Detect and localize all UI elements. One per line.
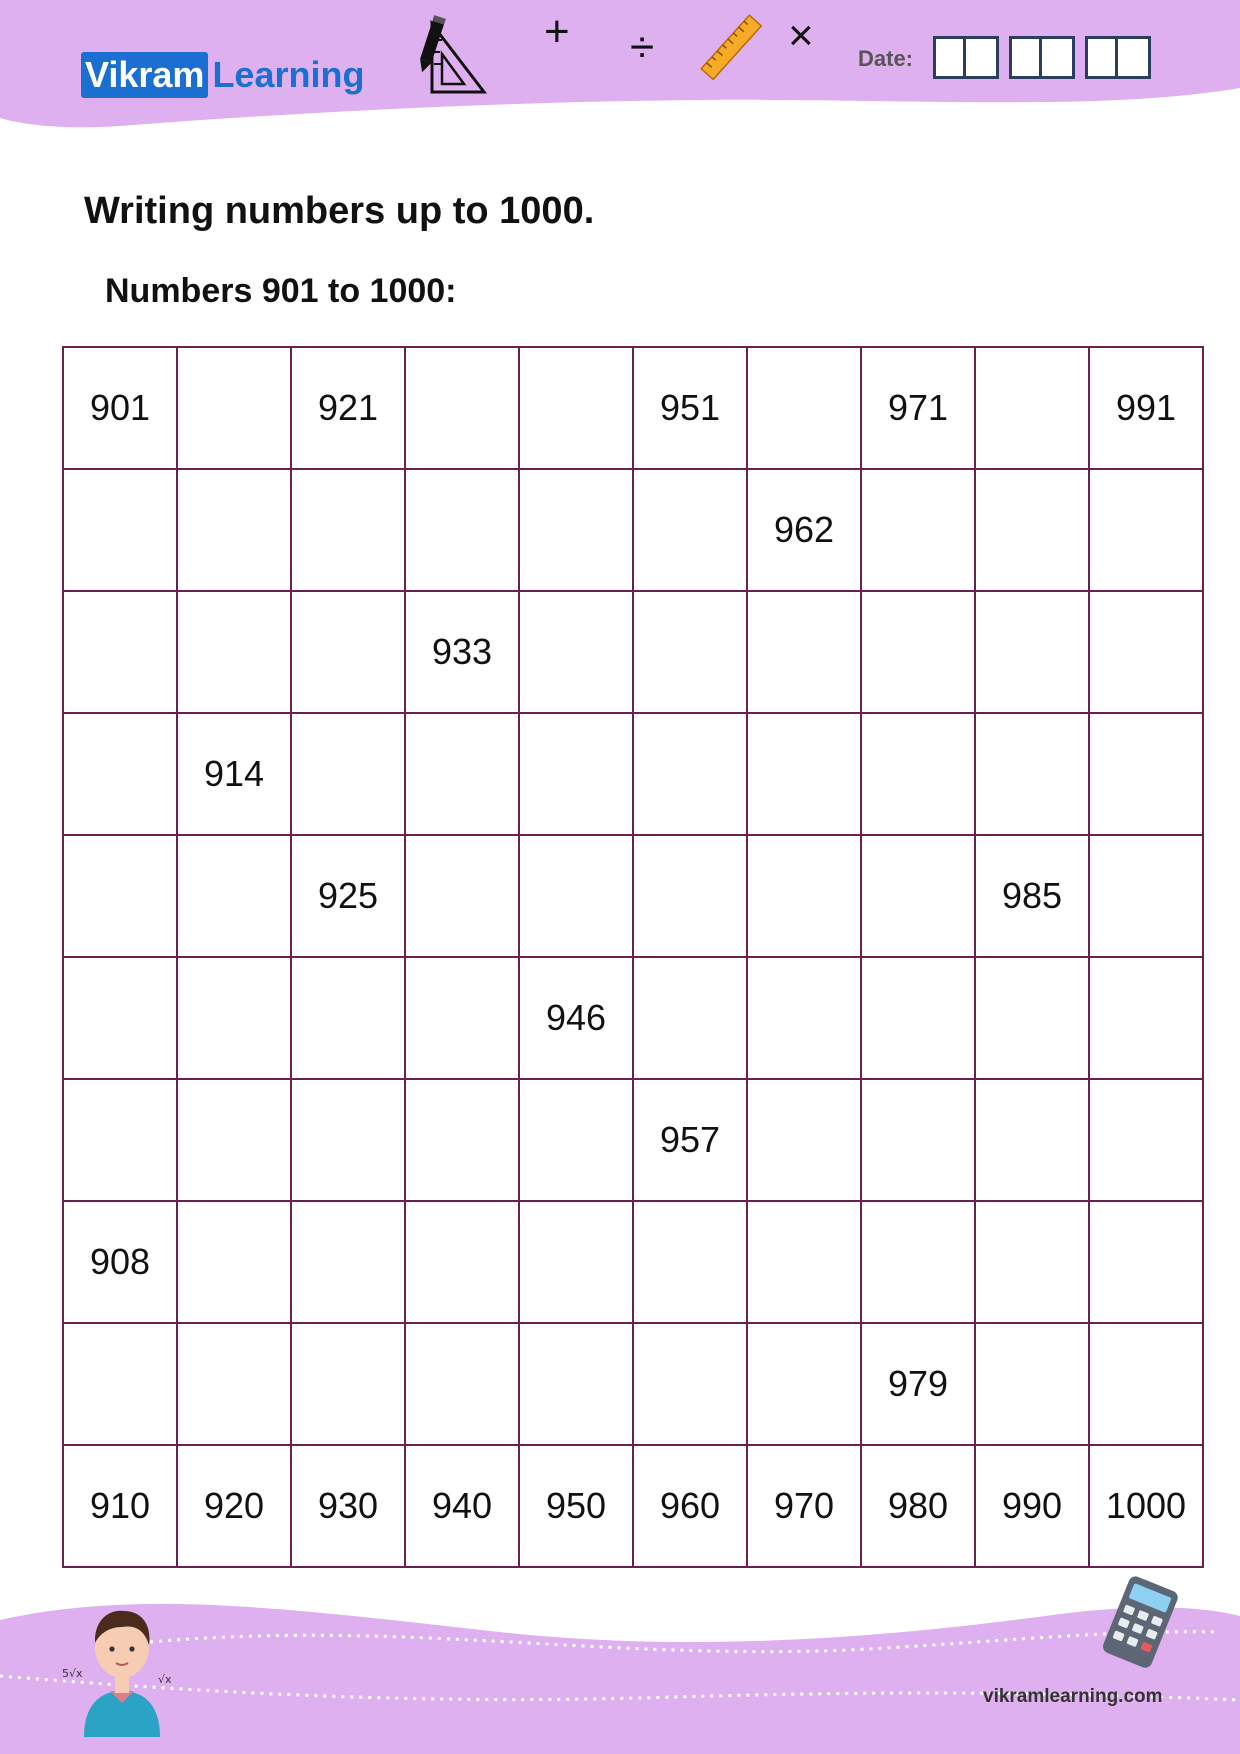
grid-cell: 970 [747,1445,861,1567]
grid-cell[interactable] [519,1323,633,1445]
grid-cell[interactable] [63,957,177,1079]
grid-cell: 914 [177,713,291,835]
grid-cell[interactable] [177,1079,291,1201]
grid-cell[interactable] [405,1079,519,1201]
grid-cell[interactable] [177,469,291,591]
grid-cell: 933 [405,591,519,713]
grid-cell: 908 [63,1201,177,1323]
date-boxes [933,36,1151,79]
grid-cell[interactable] [291,469,405,591]
grid-cell: 925 [291,835,405,957]
grid-cell: 920 [177,1445,291,1567]
grid-cell: 901 [63,347,177,469]
grid-row [63,347,1203,469]
grid-cell: 962 [747,469,861,591]
grid-cell[interactable] [519,469,633,591]
divide-symbol: ÷ [630,23,655,72]
grid-cell[interactable] [1089,1079,1203,1201]
grid-row [63,469,1203,591]
grid-cell[interactable] [519,713,633,835]
grid-cell[interactable] [519,1201,633,1323]
date-box[interactable] [1009,36,1042,79]
grid-cell[interactable] [291,957,405,1079]
grid-cell[interactable] [63,591,177,713]
grid-cell[interactable] [975,1079,1089,1201]
grid-cell: 985 [975,835,1089,957]
grid-cell[interactable] [1089,591,1203,713]
grid-cell[interactable] [63,469,177,591]
grid-cell[interactable] [747,957,861,1079]
grid-cell[interactable] [63,1323,177,1445]
grid-cell[interactable] [633,1323,747,1445]
multiply-symbol: × [788,11,814,60]
grid-row [63,1445,1203,1567]
grid-cell[interactable] [975,1323,1089,1445]
grid-cell[interactable] [975,469,1089,591]
grid-cell[interactable] [633,469,747,591]
grid-cell[interactable] [633,835,747,957]
logo-primary: Vikram [81,52,208,98]
grid-cell: 910 [63,1445,177,1567]
grid-cell[interactable] [63,713,177,835]
grid-row [63,591,1203,713]
grid-cell[interactable] [747,835,861,957]
grid-cell[interactable] [747,1079,861,1201]
svg-text:√x: √x [158,1673,172,1686]
grid-cell[interactable] [291,1201,405,1323]
set-square-icon [426,20,488,96]
grid-cell[interactable] [747,591,861,713]
grid-cell[interactable] [1089,957,1203,1079]
grid-cell[interactable] [975,1201,1089,1323]
grid-cell[interactable] [405,713,519,835]
grid-cell[interactable] [747,1201,861,1323]
grid-cell[interactable] [861,957,975,1079]
grid-cell[interactable] [975,957,1089,1079]
vikram-learning-logo [81,52,364,98]
grid-cell[interactable] [1089,469,1203,591]
grid-row [63,1323,1203,1445]
grid-cell[interactable] [63,1079,177,1201]
grid-cell[interactable] [975,347,1089,469]
grid-cell[interactable] [291,591,405,713]
grid-cell: 991 [1089,347,1203,469]
calculator-icon [1100,1575,1180,1671]
grid-cell[interactable] [291,1323,405,1445]
grid-cell[interactable] [405,957,519,1079]
grid-cell[interactable] [1089,1201,1203,1323]
grid-cell: 940 [405,1445,519,1567]
grid-cell[interactable] [63,835,177,957]
grid-cell[interactable] [405,1201,519,1323]
grid-row [63,835,1203,957]
grid-row [63,713,1203,835]
grid-cell[interactable] [405,347,519,469]
grid-cell: 951 [633,347,747,469]
grid-cell[interactable] [633,713,747,835]
grid-cell[interactable] [405,469,519,591]
boy-illustration [60,1595,180,1737]
grid-cell[interactable] [177,1201,291,1323]
grid-cell[interactable] [633,957,747,1079]
date-year-boxes [1085,36,1151,79]
date-box[interactable] [1085,36,1118,79]
grid-cell: 930 [291,1445,405,1567]
logo-secondary: Learning [212,54,365,95]
grid-cell: 950 [519,1445,633,1567]
grid-cell[interactable] [177,957,291,1079]
grid-cell[interactable] [861,1079,975,1201]
svg-text:5√x: 5√x [62,1667,83,1680]
grid-cell: 921 [291,347,405,469]
date-box[interactable] [1118,36,1151,79]
grid-cell: 957 [633,1079,747,1201]
grid-cell[interactable] [177,1323,291,1445]
grid-row [63,957,1203,1079]
grid-cell[interactable] [405,835,519,957]
grid-cell[interactable] [177,835,291,957]
plus-symbol: + [544,7,570,56]
date-month-boxes [1009,36,1075,79]
grid-cell[interactable] [177,347,291,469]
grid-cell[interactable] [861,591,975,713]
grid-cell: 990 [975,1445,1089,1567]
grid-row [63,1079,1203,1201]
grid-row [63,1201,1203,1323]
grid-cell[interactable] [975,591,1089,713]
worksheet-title: Writing numbers up to 1000. [84,190,595,232]
grid-cell: 1000 [1089,1445,1203,1567]
grid-cell[interactable] [519,835,633,957]
grid-cell: 980 [861,1445,975,1567]
footer-band [0,1580,1240,1754]
grid-cell[interactable] [861,713,975,835]
grid-cell[interactable] [861,469,975,591]
date-box[interactable] [933,36,966,79]
date-day-boxes [933,36,999,79]
grid-cell[interactable] [405,1323,519,1445]
grid-cell[interactable] [1089,1323,1203,1445]
date-label: Date: [858,46,914,71]
grid-cell: 979 [861,1323,975,1445]
grid-cell[interactable] [177,591,291,713]
grid-cell[interactable] [519,347,633,469]
grid-cell[interactable] [291,713,405,835]
grid-cell[interactable] [633,1201,747,1323]
grid-cell[interactable] [975,713,1089,835]
grid-cell[interactable] [1089,713,1203,835]
grid-cell[interactable] [861,835,975,957]
grid-cell[interactable] [291,1079,405,1201]
grid-cell: 971 [861,347,975,469]
grid-cell[interactable] [519,591,633,713]
grid-cell: 946 [519,957,633,1079]
grid-cell[interactable] [747,1323,861,1445]
grid-cell[interactable] [519,1079,633,1201]
ruler-icon [700,14,764,82]
grid-cell[interactable] [633,591,747,713]
grid-cell: 960 [633,1445,747,1567]
number-grid [62,346,1204,1568]
grid-cell[interactable] [861,1201,975,1323]
worksheet-subtitle: Numbers 901 to 1000: [105,272,457,310]
date-box[interactable] [966,36,999,79]
website-url: vikramlearning.com [983,1686,1163,1707]
date-box[interactable] [1042,36,1075,79]
grid-cell[interactable] [1089,835,1203,957]
grid-cell[interactable] [747,347,861,469]
grid-cell[interactable] [747,713,861,835]
